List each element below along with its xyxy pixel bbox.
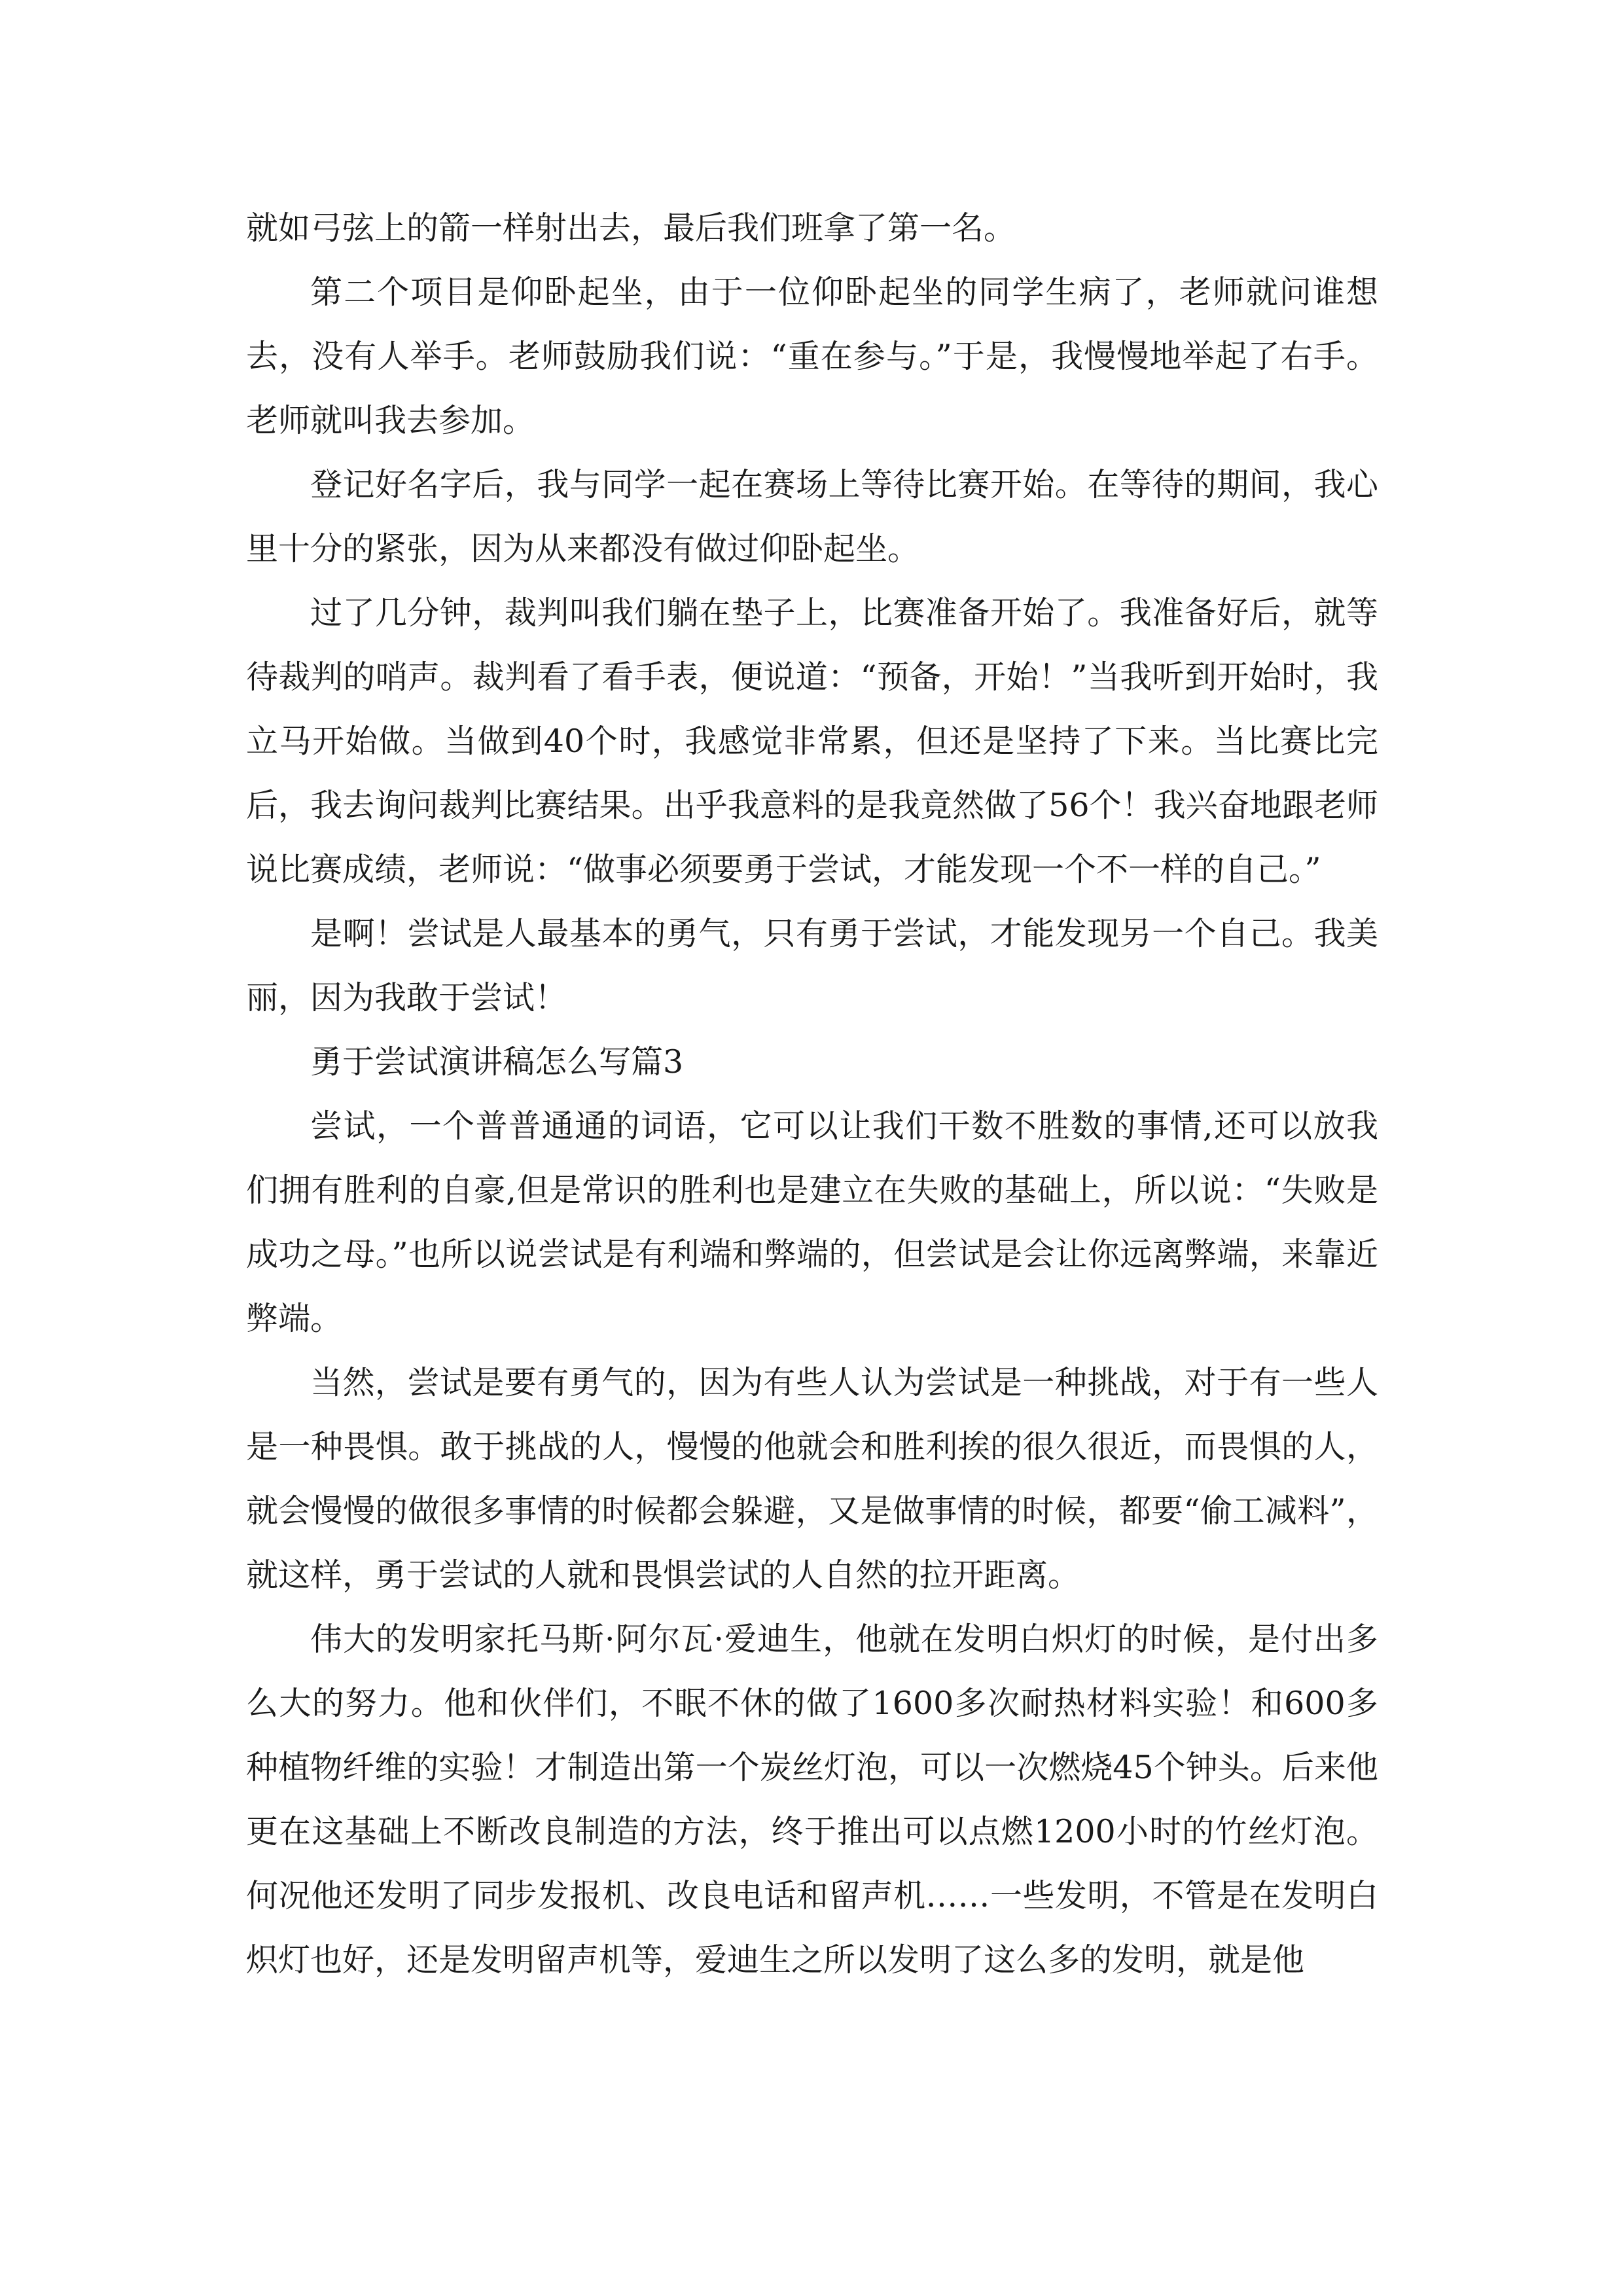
section-heading: 勇于尝试演讲稿怎么写篇3 <box>310 1043 684 1081</box>
paragraph-5: 是啊！尝试是人最基本的勇气，只有勇于尝试，才能发现另一个自己。我美丽，因为我敢于尝试！ <box>246 915 1378 1016</box>
paragraph-3: 登记好名字后，我与同学一起在赛场上等待比赛开始。在等待的期间，我心里十分的紧张，因为从来都没有做过仰卧起坐。 <box>246 466 1378 567</box>
paragraph-8: 伟大的发明家托马斯·阿尔瓦·爱迪生，他就在发明白炽灯的时候，是付出多么大的努力。他和伙伴们，不眠不休的做了1600多次耐热材料实验！和600多种植物纤维的实验！才制造出第一个炭丝灯泡，可以一次燃烧45个钟头。后来他更在这基础上不断改良制造的方法，终于推出可以点燃1200小时的竹丝灯泡。何况他还发明了同步发报机、改良电话和留声机……一些发明，不管是在发明白炽灯也好，还是发明留声机等，爱迪生之所以发明了这么多的发明，就是他 <box>246 1621 1378 1979</box>
paragraph-6: 尝试，一个普普通通的词语，它可以让我们干数不胜数的事情,还可以放我们拥有胜利的自豪,但是常识的胜利也是建立在失败的基础上，所以说：“失败是成功之母。”也所以说尝试是有利端和弊端的，但尝试是会让你远离弊端，来靠近弊端。 <box>246 1107 1378 1337</box>
paragraph-1: 就如弓弦上的箭一样射出去，最后我们班拿了第一名。 <box>246 209 1016 247</box>
document-body <box>246 196 1378 1992</box>
paragraph-2: 第二个项目是仰卧起坐，由于一位仰卧起坐的同学生病了，老师就问谁想去，没有人举手。老师鼓励我们说：“重在参与。”于是，我慢慢地举起了右手。老师就叫我去参加。 <box>246 274 1378 439</box>
paragraph-7: 当然，尝试是要有勇气的，因为有些人认为尝试是一种挑战，对于有一些人是一种畏惧。敢于挑战的人，慢慢的他就会和胜利挨的很久很近，而畏惧的人，就会慢慢的做很多事情的时候都会躲避，又是做事情的时候，都要“偷工减料”，就这样，勇于尝试的人就和畏惧尝试的人自然的拉开距离。 <box>246 1364 1378 1594</box>
paragraph-4: 过了几分钟，裁判叫我们躺在垫子上，比赛准备开始了。我准备好后，就等待裁判的哨声。裁判看了看手表，便说道：“预备，开始！”当我听到开始时，我立马开始做。当做到40个时，我感觉非常累，但还是坚持了下来。当比赛比完后，我去询问裁判比赛结果。出乎我意料的是我竟然做了56个！我兴奋地跟老师说比赛成绩，老师说：“做事必须要勇于尝试，才能发现一个不一样的自己。” <box>246 594 1378 888</box>
